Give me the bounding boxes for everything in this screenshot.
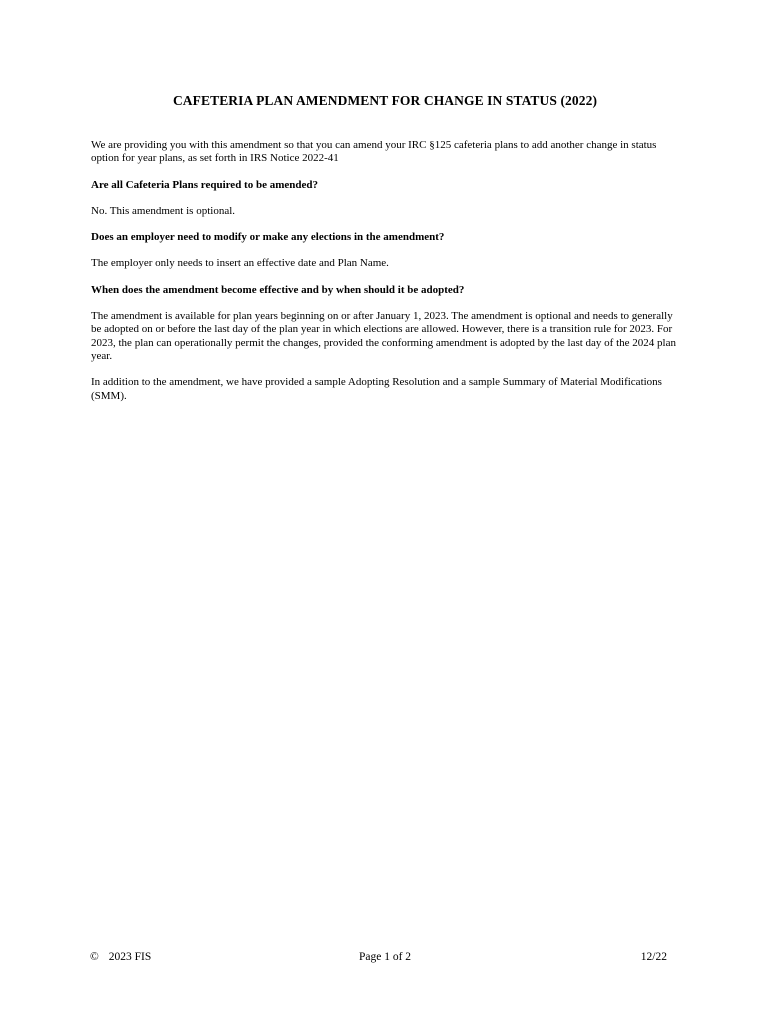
closing-paragraph: In addition to the amendment, we have provided a sample Adopting Resolution and a sample Summary of Material Modifications (SMM). (91, 376, 662, 402)
question-heading: Are all Cafeteria Plans required to be amended? (91, 178, 319, 191)
document-body (91, 139, 683, 416)
question-heading: Does an employer need to modify or make any elections in the amendment? (91, 231, 445, 244)
answer-paragraph: The amendment is available for plan years beginning on or after January 1, 2023. The amendment is optional and needs to generally be adopted on or before the last day of the plan year in which elections are allowed. However, there is a transition rule for 2023. For 2023, the plan can operationally permit the changes, provided the conforming amendment is adopted by the last day of the 2024 plan year. (91, 310, 676, 362)
intro-paragraph: We are providing you with this amendment so that you can amend your IRC §125 cafeteria plans to add another change in status option for year plans, as set forth in IRS Notice 2022-41 (91, 139, 657, 165)
version-date: 12/22 (640, 951, 667, 963)
page-number: Page 1 of 2 (358, 951, 412, 963)
answer-paragraph: No. This amendment is optional. (91, 204, 236, 217)
answer-paragraph: The employer only needs to insert an effective date and Plan Name. (91, 257, 389, 270)
document-title: CAFETERIA PLAN AMENDMENT FOR CHANGE IN STATUS (2022) (172, 93, 598, 108)
copyright-text: 2023 FIS (108, 951, 152, 963)
copyright-symbol: © (90, 951, 99, 963)
question-heading: When does the amendment become effective and by when should it be adopted? (91, 283, 465, 296)
